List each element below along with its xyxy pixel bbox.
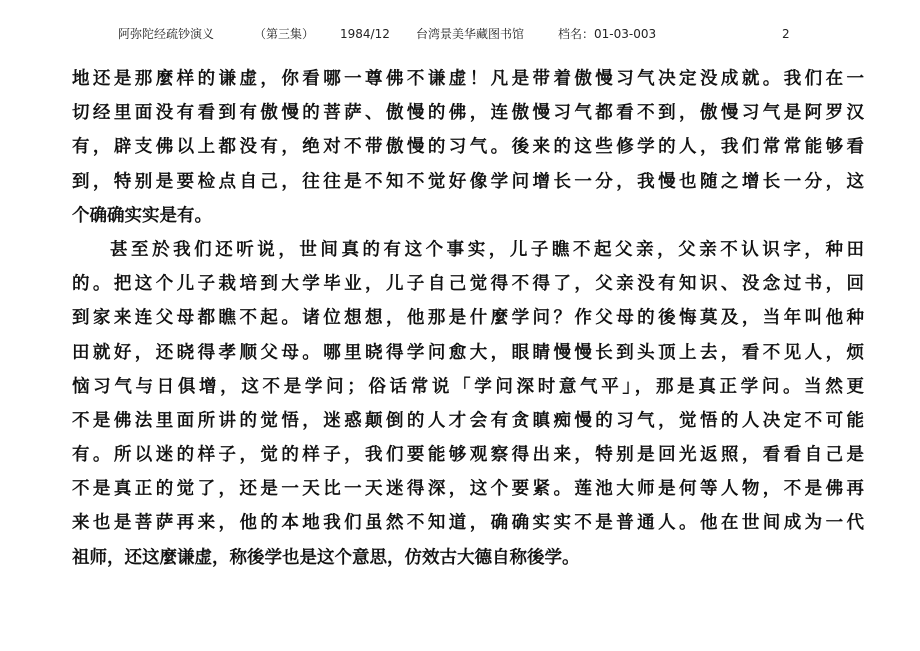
text-line: 到家来连父母都瞧不起。诸位想想，他那是什麼学问？作父母的後悔莫及，当年叫他种 xyxy=(72,308,864,329)
text-line: 地还是那麼样的谦虚，你看哪一尊佛不谦虚！凡是带着傲慢习气决定没成就。我们在一 xyxy=(72,69,864,89)
text-line: 恼习气与日俱增，这不是学问；俗话常说「学问深时意气平」，那是真正学问。当然更 xyxy=(72,376,864,397)
header-date: 1984/12 xyxy=(340,27,390,41)
text-line: 甚至於我们还听说，世间真的有这个事实，儿子瞧不起父亲，父亲不认识字，种田 xyxy=(110,239,864,260)
text-line: 不是真正的觉了，还是一天比一天迷得深，这个要紧。莲池大师是何等人物，不是佛再 xyxy=(72,479,864,500)
text-line: 到，特别是要检点自己，往往是不知不觉好像学问增长一分，我慢也随之增长一分，这 xyxy=(72,171,864,192)
text-line: 不是佛法里面所讲的觉悟，迷惑颠倒的人才会有贪瞋痴慢的习气，觉悟的人决定不可能 xyxy=(72,410,864,431)
text-line: 有。所以迷的样子，觉的样子，我们要能够观察得出来，特别是回光返照，看看自己是 xyxy=(72,445,864,466)
header-volume: （第三集） xyxy=(254,27,315,41)
text-line: 祖师，还这麼谦虚，称後学也是这个意思，仿效古大德自称後学。 xyxy=(72,547,580,568)
text-line: 田就好，还晓得孝顺父母。哪里晓得学问愈大，眼睛慢慢长到头顶上去，看不见人，烦 xyxy=(72,342,864,363)
text-line: 切经里面没有看到有傲慢的菩萨、傲慢的佛，连傲慢习气都看不到，傲慢习气是阿罗汉 xyxy=(72,103,864,124)
text-line: 个确确实实是有。 xyxy=(72,205,212,226)
header-page-number: 2 xyxy=(782,27,790,41)
text-line: 的。把这个儿子栽培到大学毕业，儿子自己觉得不得了，父亲没有知识、没念过书，回 xyxy=(72,274,864,295)
header-title: 阿弥陀经疏钞演义 xyxy=(118,27,215,41)
text-line: 有，辟支佛以上都没有，绝对不带傲慢的习气。後来的这些修学的人，我们常常能够看 xyxy=(72,137,864,158)
page-header xyxy=(0,25,920,43)
text-line: 来也是菩萨再来，他的本地我们虽然不知道，确确实实不是普通人。他在世间成为一代 xyxy=(72,513,864,534)
header-file-number: 档名：01-03-003 xyxy=(558,27,657,41)
document-body xyxy=(72,62,864,575)
header-library: 台湾景美华藏图书馆 xyxy=(416,27,525,41)
